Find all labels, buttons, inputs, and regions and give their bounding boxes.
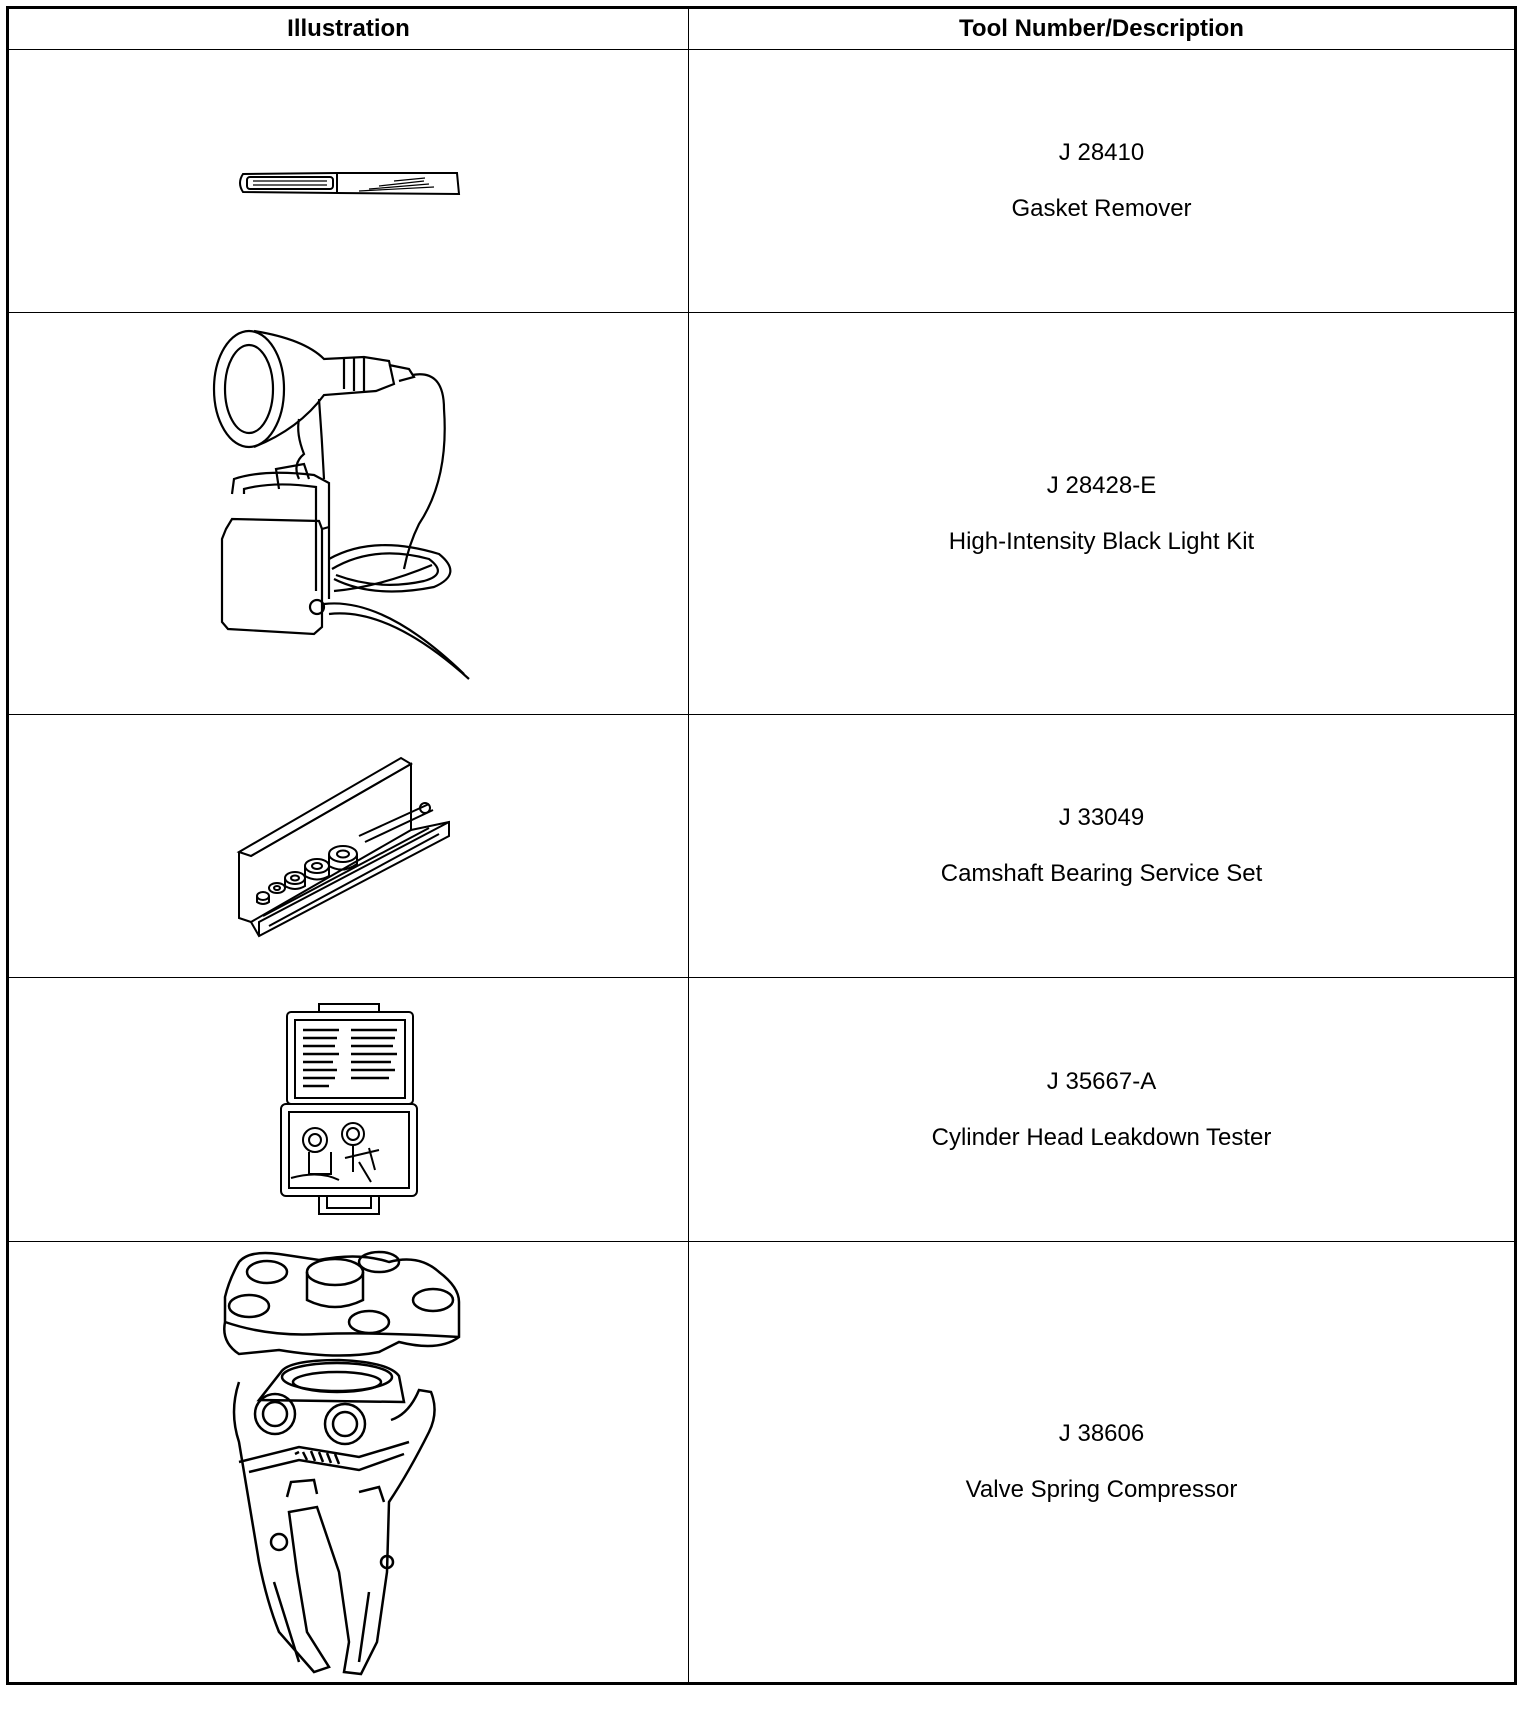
- description-cell: [689, 1242, 1516, 1684]
- gasket-remover-icon: [229, 156, 469, 206]
- illustration-cell: [8, 313, 689, 715]
- tools-table: [6, 6, 1517, 1685]
- camshaft-bearing-set-icon: [229, 746, 469, 946]
- illustration-cell: [8, 1242, 689, 1684]
- table-row: [8, 50, 1516, 313]
- tool-description: Gasket Remover: [1011, 195, 1192, 222]
- tool-number: J 35667-A: [1046, 1067, 1157, 1095]
- tool-description: Camshaft Bearing Service Set: [940, 860, 1263, 887]
- header-row: [8, 8, 1516, 50]
- tool-number: J 28428-E: [1046, 471, 1157, 499]
- description-cell: [689, 715, 1516, 978]
- leakdown-tester-icon: [279, 1002, 419, 1217]
- table-row: [8, 1242, 1516, 1684]
- illustration-cell: [8, 978, 689, 1242]
- description-cell: [689, 978, 1516, 1242]
- table-row: [8, 313, 1516, 715]
- description-header: Tool Number/Description: [689, 8, 1516, 50]
- valve-spring-compressor-icon: [219, 1242, 479, 1682]
- table-row: [8, 715, 1516, 978]
- tool-description: High-Intensity Black Light Kit: [948, 527, 1255, 555]
- tool-number: J 33049: [1058, 804, 1145, 831]
- black-light-kit-icon: [204, 329, 494, 699]
- description-cell: [689, 50, 1516, 313]
- tool-number: J 28410: [1058, 139, 1145, 166]
- illustration-cell: [8, 715, 689, 978]
- table-row: [8, 978, 1516, 1242]
- illustration-cell: [8, 50, 689, 313]
- tool-number: J 38606: [1058, 1420, 1145, 1447]
- illustration-header: Illustration: [8, 8, 689, 50]
- tool-description: Cylinder Head Leakdown Tester: [931, 1123, 1272, 1151]
- description-cell: [689, 313, 1516, 715]
- tool-description: Valve Spring Compressor: [965, 1476, 1238, 1503]
